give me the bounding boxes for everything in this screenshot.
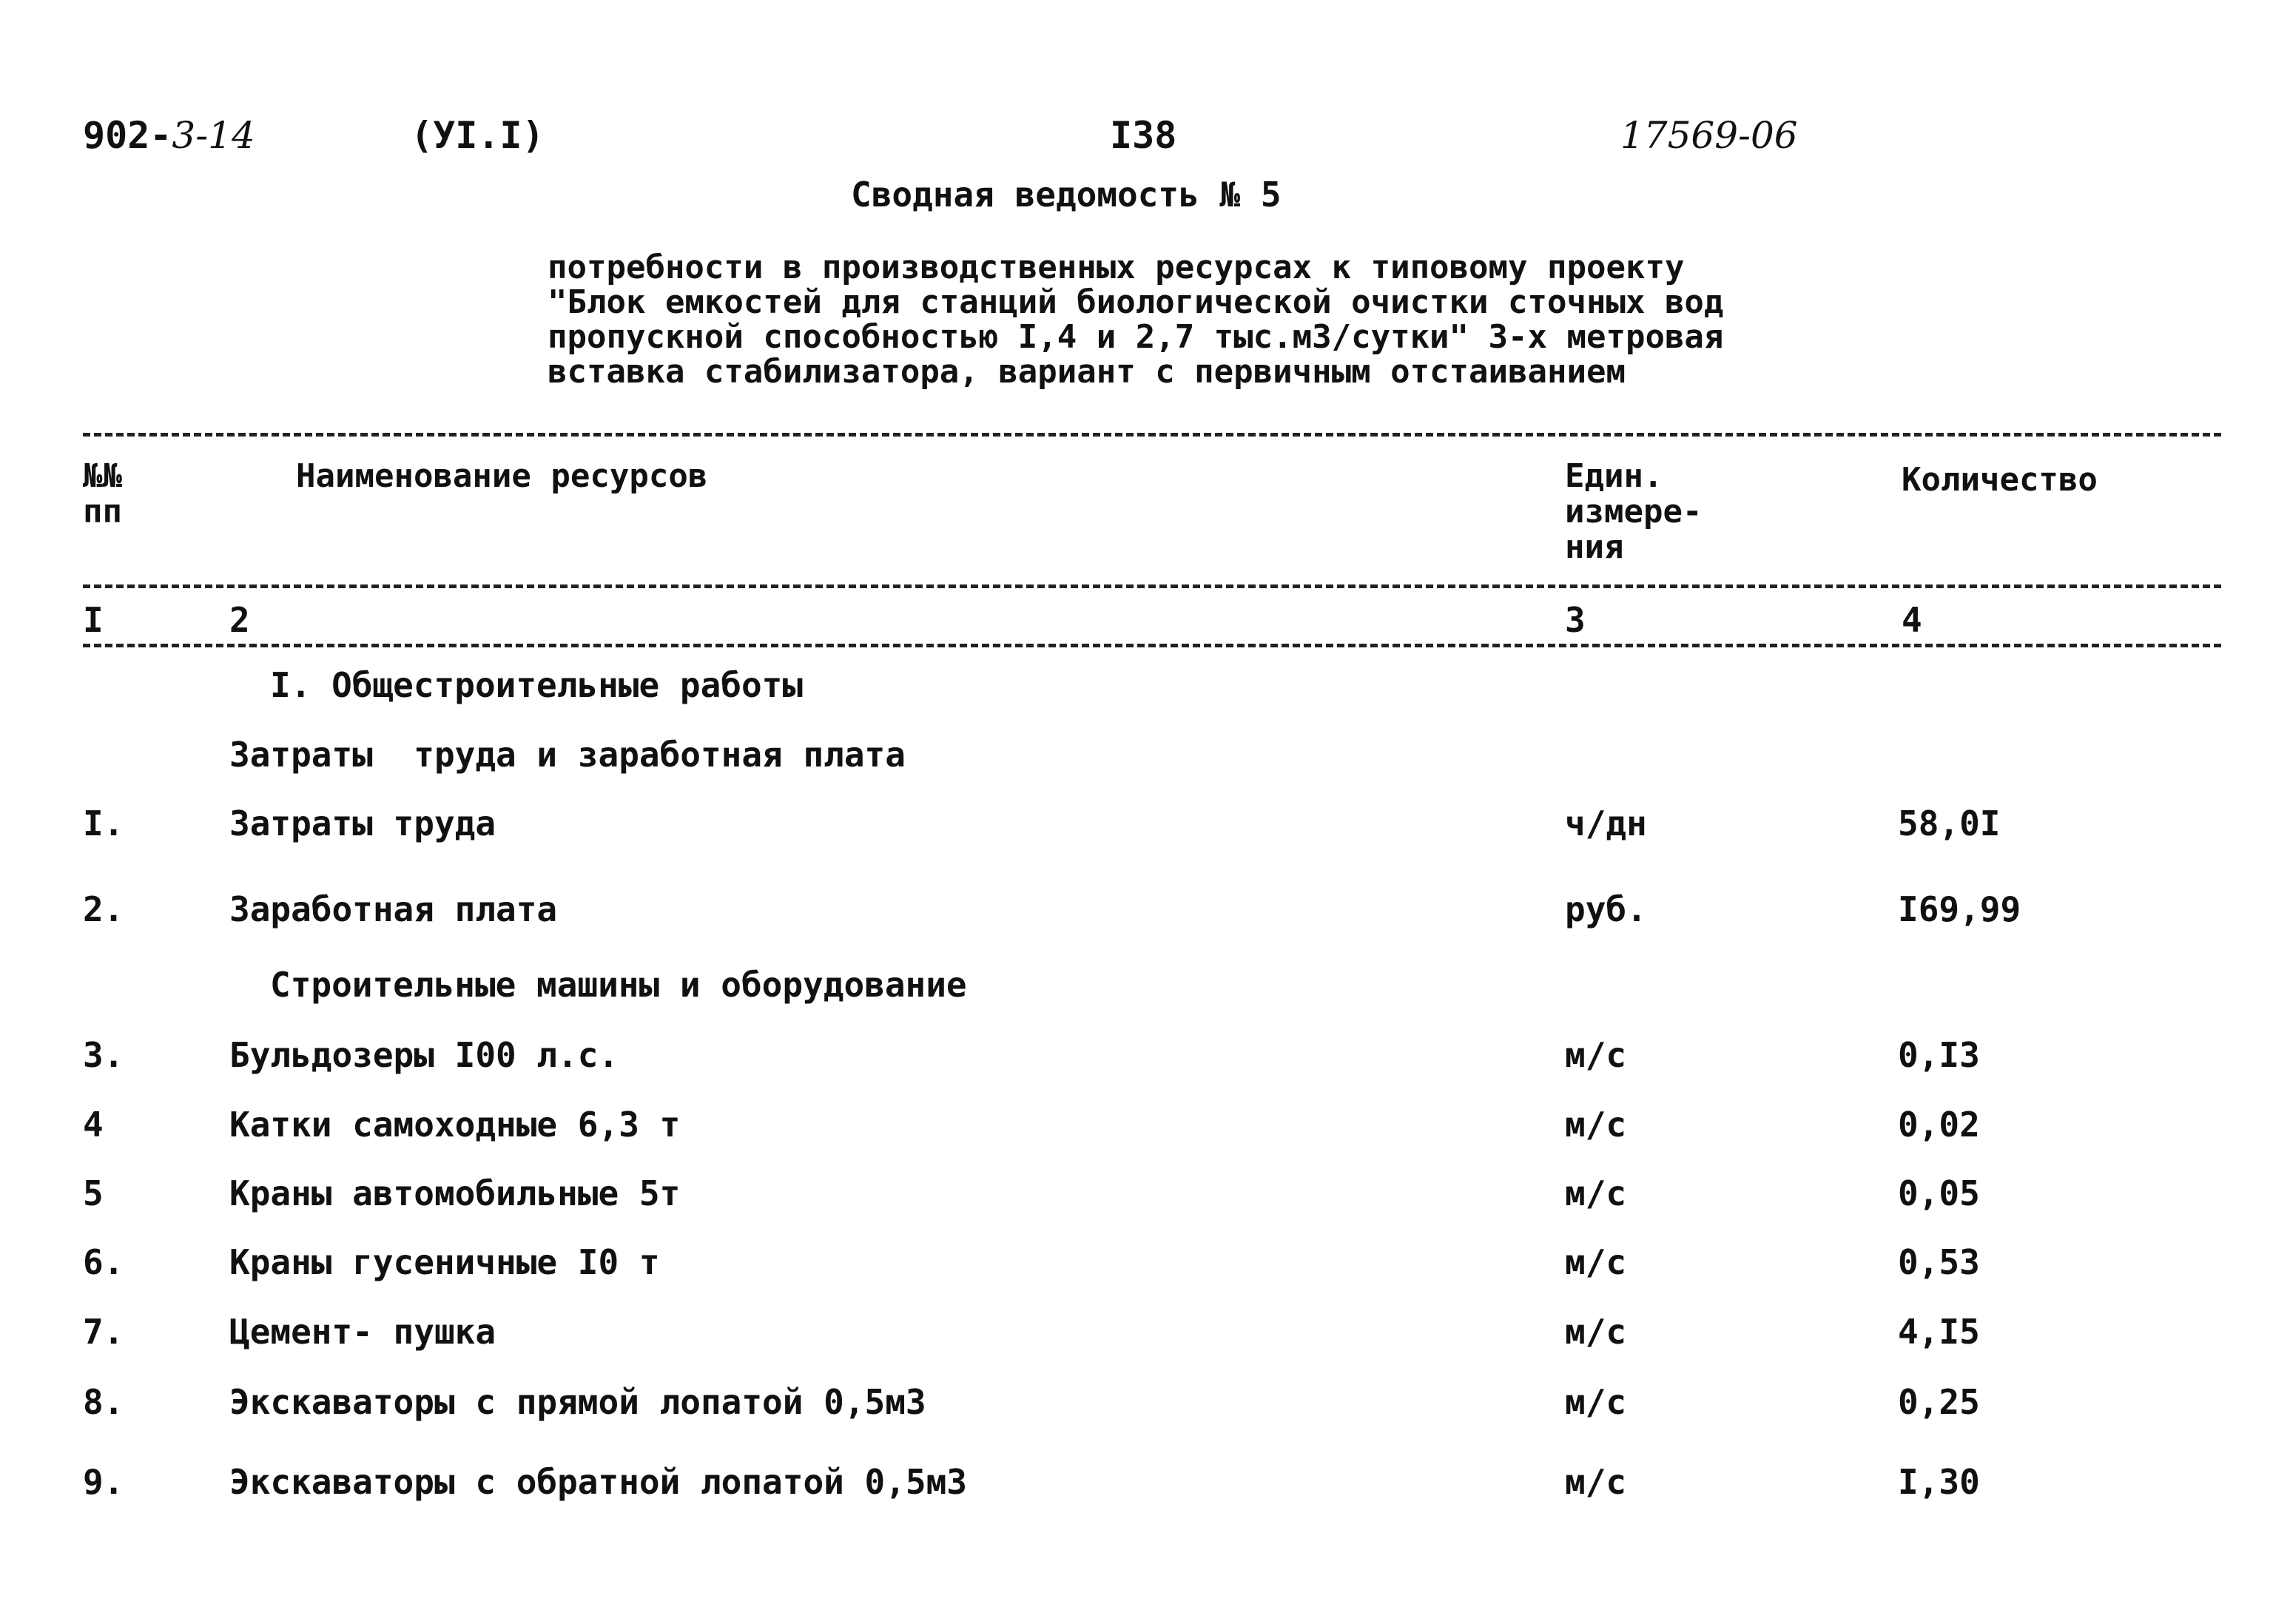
row-unit: м/с [1565,1382,1627,1422]
row-name: Заработная плата [229,889,558,929]
row-name: Экскаваторы с обратной лопатой 0,5м3 [229,1462,967,1502]
subtitle-line: вставка стабилизатора, вариант с первичным отстаиванием [548,353,1626,391]
row-unit: м/с [1565,1105,1627,1145]
section-heading-machines: Строительные машины и оборудование [270,965,967,1005]
row-number: 3. [83,1035,124,1075]
row-name: Затраты труда [229,803,496,843]
row-name: Экскаваторы с прямой лопатой 0,5м3 [229,1382,926,1422]
table-row [0,1242,2273,1290]
row-unit: м/с [1565,1312,1627,1352]
page-title: Сводная ведомость № 5 [851,175,1282,215]
column-header-line: измере- [1565,493,1703,530]
column-number: 3 [1565,600,1586,640]
row-name: Краны автомобильные 5т [229,1173,681,1213]
column-header-line: пп [83,493,122,530]
row-unit: м/с [1565,1242,1627,1282]
column-number: I [83,600,104,640]
column-numbers-rule [83,644,2221,647]
table-row [0,803,2273,851]
subtitle-line: "Блок емкостей для станций биологической очистки сточных вод [548,283,1724,321]
row-quantity: 0,I3 [1898,1035,1980,1075]
table-row [0,1462,2273,1509]
row-unit: м/с [1565,1462,1627,1502]
column-header-line: Един. [1565,457,1663,495]
row-quantity: 4,I5 [1898,1312,1980,1352]
row-number: 7. [83,1312,124,1352]
section-number: (УI.I) [411,114,545,157]
row-quantity: I69,99 [1898,889,2021,929]
row-quantity: 0,53 [1898,1242,1980,1282]
page-subtitle [548,250,1723,389]
row-number: 8. [83,1382,124,1422]
section-heading-general: I. Общестроительные работы [270,665,804,705]
inventory-number: 17569-06 [1620,114,1798,157]
row-quantity: I,30 [1898,1462,1980,1502]
table-row [0,1035,2273,1082]
row-name: Цемент- пушка [229,1312,496,1352]
table-header-rule [83,584,2221,588]
subtitle-line: потребности в производственных ресурсах к типовому проекту [548,249,1685,286]
table-row [0,1173,2273,1221]
row-name: Краны гусеничные I0 т [229,1242,660,1282]
row-number: I. [83,803,124,843]
table-row [0,1105,2273,1152]
section-heading-labor: Затраты труда и заработная плата [229,735,906,775]
row-unit: м/с [1565,1173,1627,1213]
column-header-quantity [1902,462,2098,498]
row-quantity: 0,02 [1898,1105,1980,1145]
row-name: Катки самоходные 6,3 т [229,1105,681,1145]
column-header-line: Наименование ресурсов [296,457,708,495]
column-header-name [296,459,707,494]
column-number: 2 [229,600,250,640]
table-row [0,1382,2273,1429]
column-header-line: Количество [1902,461,2098,499]
document-code [83,114,255,157]
row-number: 5 [83,1173,104,1213]
row-quantity: 0,25 [1898,1382,1980,1422]
document-code-handwritten: 3-14 [172,114,255,157]
row-number: 9. [83,1462,124,1502]
column-header-line: №№ [83,457,122,495]
row-quantity: 58,0I [1898,803,2001,843]
row-quantity: 0,05 [1898,1173,1980,1213]
row-name: Бульдозеры I00 л.с. [229,1035,619,1075]
table-top-rule [83,433,2221,437]
row-number: 2. [83,889,124,929]
column-header-line: ния [1565,528,1624,566]
column-header-unit [1565,459,1702,565]
page-number: I38 [1110,114,1177,157]
column-header-number [83,459,122,530]
row-number: 6. [83,1242,124,1282]
row-unit: ч/дн [1565,803,1647,843]
column-number: 4 [1902,600,1922,640]
document-code-prefix: 902- [83,114,172,157]
table-row [0,889,2273,937]
table-row [0,1312,2273,1359]
row-unit: руб. [1565,889,1647,929]
row-number: 4 [83,1105,104,1145]
row-unit: м/с [1565,1035,1627,1075]
subtitle-line: пропускной способностью I,4 и 2,7 тыс.м3/сутки" 3-х метровая [548,318,1724,356]
